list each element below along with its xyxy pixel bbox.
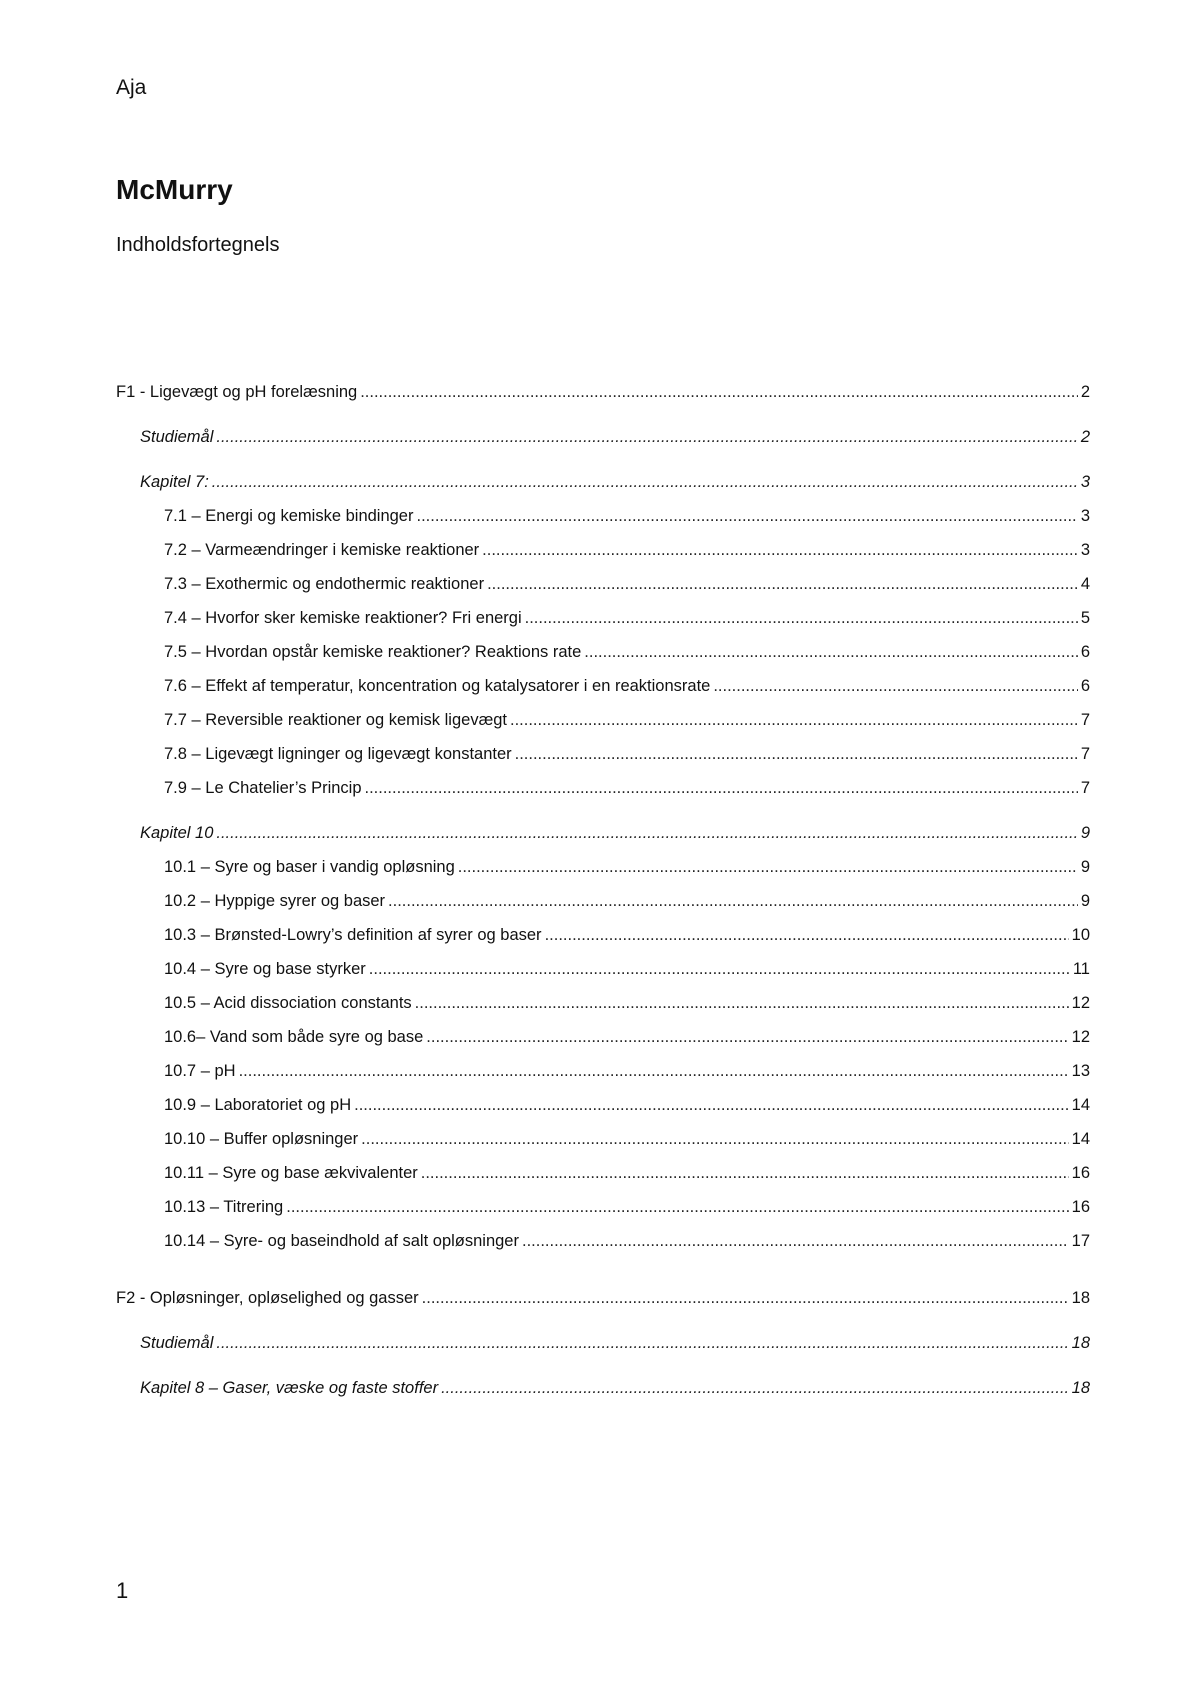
toc-entry[interactable] (164, 572, 1090, 596)
toc-entry[interactable] (164, 742, 1090, 766)
header-author: Aja (116, 76, 147, 99)
toc-entry-title: 7.2 – Varmeændringer i kemiske reaktioner (164, 541, 480, 559)
toc-dot-leader (216, 821, 1077, 845)
toc-dot-leader (415, 991, 1069, 1015)
toc-entry[interactable] (164, 708, 1090, 732)
toc-entry-page: 16 (1071, 1164, 1090, 1182)
toc-entry-title: 10.11 – Syre og base ækvivalenter (164, 1164, 418, 1182)
toc-entry[interactable] (164, 957, 1090, 981)
toc-entry-page: 7 (1080, 779, 1090, 797)
toc-entry[interactable] (116, 380, 1090, 404)
toc-entry-page: 16 (1071, 1198, 1090, 1216)
toc-dot-leader (584, 640, 1078, 664)
toc-entry-page: 2 (1080, 428, 1090, 446)
toc-dot-leader (416, 504, 1077, 528)
toc-dot-leader (388, 889, 1078, 913)
toc-dot-leader (361, 1127, 1068, 1151)
toc-entry[interactable] (140, 1376, 1090, 1400)
toc-entry[interactable] (140, 1331, 1090, 1355)
toc-entry-page: 9 (1080, 858, 1090, 876)
toc-dot-leader (239, 1059, 1069, 1083)
toc-entry[interactable] (164, 1059, 1090, 1083)
toc-entry[interactable] (164, 889, 1090, 913)
toc-entry[interactable] (164, 640, 1090, 664)
toc-dot-leader (369, 957, 1070, 981)
toc-entry-page: 18 (1071, 1289, 1090, 1307)
toc-entry-title: Kapitel 10 (140, 824, 214, 842)
toc-entry-page: 9 (1080, 892, 1090, 910)
toc-dot-leader (487, 572, 1078, 596)
toc-entry[interactable] (164, 1025, 1090, 1049)
toc-entry[interactable] (164, 504, 1090, 528)
toc-entry-page: 7 (1080, 711, 1090, 729)
toc-dot-leader (212, 470, 1078, 494)
toc-entry-title: 10.3 – Brønsted-Lowry’s definition af syrer og baser (164, 926, 542, 944)
toc-dot-leader (515, 742, 1078, 766)
toc-dot-leader (216, 425, 1077, 449)
toc-entry-title: 10.4 – Syre og base styrker (164, 960, 366, 978)
toc-entry[interactable] (140, 425, 1090, 449)
toc-entry-title: 10.6– Vand som både syre og base (164, 1028, 424, 1046)
toc-entry[interactable] (164, 1161, 1090, 1185)
toc-entry-title: 7.1 – Energi og kemiske bindinger (164, 507, 414, 525)
toc-entry-title: 7.6 – Effekt af temperatur, koncentration og katalysatorer i en reaktionsrate (164, 677, 711, 695)
toc-entry[interactable] (164, 1229, 1090, 1253)
toc-entry-page: 17 (1071, 1232, 1090, 1250)
toc-entry-page: 6 (1080, 643, 1090, 661)
toc-dot-leader (510, 708, 1078, 732)
toc-entry[interactable] (164, 538, 1090, 562)
toc-entry-page: 18 (1071, 1334, 1090, 1352)
toc-dot-leader (426, 1025, 1068, 1049)
page-number: 1 (116, 1578, 129, 1603)
toc-dot-leader (441, 1376, 1069, 1400)
toc-entry-title: 10.7 – pH (164, 1062, 236, 1080)
toc-dot-leader (354, 1093, 1069, 1117)
toc-entry-page: 9 (1080, 824, 1090, 842)
toc-dot-leader (458, 855, 1078, 879)
toc-entry-page: 18 (1071, 1379, 1090, 1397)
toc-entry-page: 10 (1071, 926, 1090, 944)
toc-entry-page: 14 (1071, 1130, 1090, 1148)
toc-entry-title: 10.1 – Syre og baser i vandig opløsning (164, 858, 455, 876)
toc-entry-title: 7.4 – Hvorfor sker kemiske reaktioner? Fri energi (164, 609, 522, 627)
toc-entry-page: 12 (1071, 1028, 1090, 1046)
toc-entry-title: 10.10 – Buffer opløsninger (164, 1130, 359, 1148)
document-title: McMurry (116, 174, 233, 205)
toc-entry[interactable] (140, 821, 1090, 845)
toc-dot-leader (421, 1161, 1069, 1185)
toc-entry[interactable] (164, 606, 1090, 630)
toc-entry-page: 14 (1071, 1096, 1090, 1114)
toc-entry[interactable] (164, 776, 1090, 800)
toc-entry-title: Studiemål (140, 428, 214, 446)
toc-entry[interactable] (164, 855, 1090, 879)
toc-entry-title: 7.5 – Hvordan opstår kemiske reaktioner? Reaktions rate (164, 643, 582, 661)
toc-entry-title: 10.9 – Laboratoriet og pH (164, 1096, 352, 1114)
toc-entry-page: 3 (1080, 473, 1090, 491)
toc-entry-page: 12 (1071, 994, 1090, 1012)
toc-dot-leader (360, 380, 1078, 404)
toc-entry-title: F1 - Ligevægt og pH forelæsning (116, 383, 358, 401)
toc-dot-leader (525, 606, 1078, 630)
toc-entry-title: 7.9 – Le Chatelier’s Princip (164, 779, 362, 797)
toc-entry-page: 6 (1080, 677, 1090, 695)
toc-entry[interactable] (164, 1195, 1090, 1219)
toc-entry-page: 11 (1072, 960, 1090, 978)
toc-entry-title: 10.13 – Titrering (164, 1198, 284, 1216)
toc-entry-title: 7.7 – Reversible reaktioner og kemisk ligevægt (164, 711, 507, 729)
toc-dot-leader (286, 1195, 1068, 1219)
toc-entry-page: 7 (1080, 745, 1090, 763)
toc-entry-title: Kapitel 7: (140, 473, 209, 491)
toc-entry-page: 3 (1080, 541, 1090, 559)
toc-entry-title: Kapitel 8 – Gaser, væske og faste stoffer (140, 1379, 439, 1397)
toc-entry[interactable] (164, 1127, 1090, 1151)
toc-entry-page: 5 (1080, 609, 1090, 627)
toc-entry-title: 10.2 – Hyppige syrer og baser (164, 892, 386, 910)
toc-dot-leader (713, 674, 1077, 698)
toc-dot-leader (216, 1331, 1068, 1355)
toc-entry-title: 10.5 – Acid dissociation constants (164, 994, 412, 1012)
toc-entry-page: 13 (1071, 1062, 1090, 1080)
toc-entry[interactable] (116, 1286, 1090, 1310)
toc-entry-title: 7.8 – Ligevægt ligninger og ligevægt konstanter (164, 745, 512, 763)
toc-entry[interactable] (164, 674, 1090, 698)
toc-heading: Indholdsfortegnels (116, 234, 280, 256)
toc-entry-title: F2 - Opløsninger, opløselighed og gasser (116, 1289, 419, 1307)
toc-entry[interactable] (164, 923, 1090, 947)
toc-dot-leader (422, 1286, 1069, 1310)
toc-entry-page: 4 (1080, 575, 1090, 593)
toc-dot-leader (365, 776, 1078, 800)
toc-entry-title: Studiemål (140, 1334, 214, 1352)
toc-dot-leader (522, 1229, 1069, 1253)
toc-entry-page: 2 (1080, 383, 1090, 401)
toc-entry[interactable] (164, 1093, 1090, 1117)
toc-entry-title: 10.14 – Syre- og baseindhold af salt opløsninger (164, 1232, 519, 1250)
toc-dot-leader (545, 923, 1069, 947)
toc-entry-title: 7.3 – Exothermic og endothermic reaktioner (164, 575, 485, 593)
toc-dot-leader (482, 538, 1078, 562)
toc-entry-page: 3 (1080, 507, 1090, 525)
toc-entry[interactable] (140, 470, 1090, 494)
toc-entry[interactable] (164, 991, 1090, 1015)
